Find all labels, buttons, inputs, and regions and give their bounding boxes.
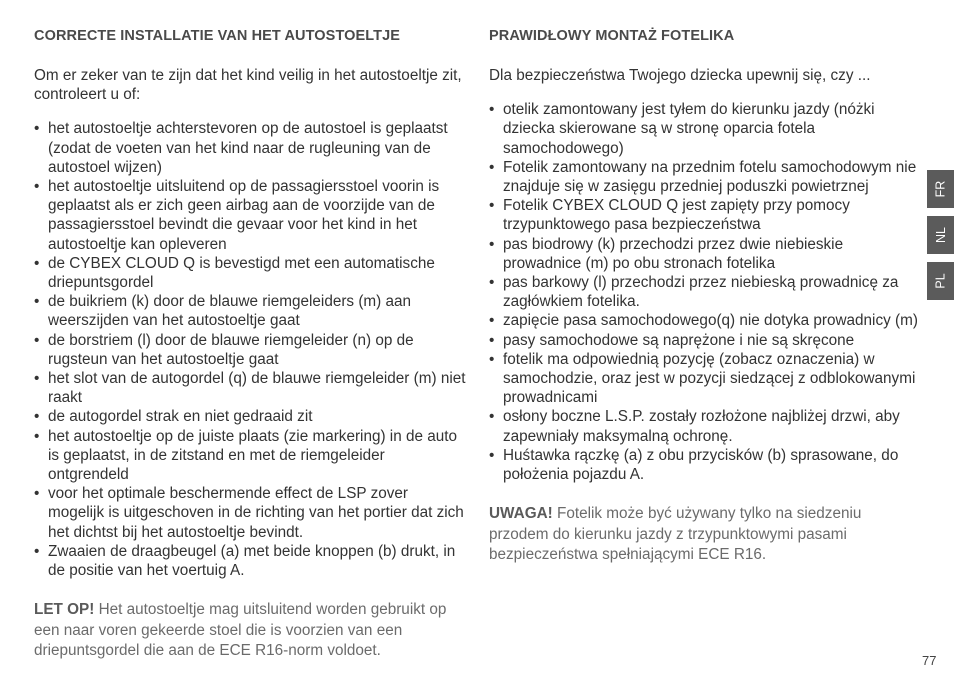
list-item: • het autostoeltje op de juiste plaats (zie markering) in de auto is geplaatst, in de zitstand en met de riemgeleider ontgrendeld xyxy=(34,427,458,484)
list-item: • otelik zamontowany jest tyłem do kierunku jazdy (nóżki dziecka skierowane są w stronę oparcia fotela samochodowego) xyxy=(489,101,875,157)
tab-pl[interactable] xyxy=(927,262,954,300)
warning-text: Het autostoeltje mag uitsluitend worden gebruikt op een naar voren gekeerde stoel die is voorzien van een driepuntsgordel die aan de ECE R16-norm voldoet. xyxy=(34,601,447,660)
list-item: • fotelik ma odpowiednią pozycję (zobacz oznaczenia) w samochodzie, oraz jest w pozycji siedzącej z odblokowanymi prowadnicami xyxy=(489,350,916,407)
dutch-intro: Om er zeker van te zijn dat het kind veilig in het autostoeltje zit, controleert u of: xyxy=(34,67,462,104)
list-item: • osłony boczne L.S.P. zostały rozłożone najbliżej drzwi, aby zapewniały maksymalną ochronę. xyxy=(489,408,900,445)
dutch-column xyxy=(34,28,466,662)
polish-intro: Dla bezpieczeństwa Twojego dziecka upewnij się, czy ... xyxy=(489,67,871,84)
tab-label: PL xyxy=(933,273,948,289)
warning-label: UWAGA! xyxy=(489,505,553,523)
bullet-icon: • xyxy=(489,350,495,368)
list-item: • het autostoeltje uitsluitend op de passagiersstoel voorin is geplaatst als er zich geen airbag aan de voorzijde van de passagiersstoel bevindt die gevaar voor het kind in het autostoeltje kan opleveren xyxy=(34,178,440,253)
tab-fr[interactable] xyxy=(927,170,954,208)
dutch-warning xyxy=(34,600,466,662)
list-item: • de CYBEX CLOUD Q is bevestigd met een automatische driepuntsgordel xyxy=(34,254,435,292)
page-number: 77 xyxy=(922,653,937,668)
bullet-icon: • xyxy=(34,485,40,503)
list-item: • het autostoeltje achterstevoren op de autostoel is geplaatst (zodat de voeten van het kind naar de rugleuning van de autostoel wijzen) xyxy=(34,120,448,176)
bullet-icon: • xyxy=(34,254,40,272)
bullet-icon: • xyxy=(489,235,495,253)
bullet-icon: • xyxy=(489,197,495,215)
list-item: • voor het optimale beschermende effect de LSP zover mogelijk is uitgeschoven in de richting van het portier dat zich het dichtst bij het autostoeltje bevindt. xyxy=(34,485,464,541)
bullet-icon: • xyxy=(489,446,495,464)
list-item: • Fotelik zamontowany na przednim fotelu samochodowym nie znajduje się w zasięgu przedniej poduszki powietrznej xyxy=(489,158,917,196)
bullet-icon: • xyxy=(489,101,495,119)
bullet-icon: • xyxy=(34,370,40,388)
polish-column xyxy=(489,28,919,566)
list-item: • de buikriem (k) door de blauwe riemgeleiders (m) aan weerszijden van het autostoeltje gaat xyxy=(34,293,412,330)
dutch-heading: CORRECTE INSTALLATIE VAN HET AUTOSTOELTJE xyxy=(34,28,401,44)
tab-nl[interactable] xyxy=(927,216,954,254)
bullet-icon: • xyxy=(489,158,495,176)
list-item: • Huśtawka rączkę (a) z obu przycisków (b) sprasowane, do położenia pojazdu A. xyxy=(489,446,899,484)
bullet-icon: • xyxy=(34,331,40,349)
bullet-icon: • xyxy=(34,293,40,311)
list-item: • pas biodrowy (k) przechodzi przez dwie niebieskie prowadnice (m) po obu stronach fotelika xyxy=(489,235,844,272)
tab-label: FR xyxy=(933,180,948,198)
polish-checklist xyxy=(489,100,919,484)
bullet-icon: • xyxy=(489,408,495,426)
warning-text: Fotelik może być używany tylko na siedzeniu przodem do kierunku jazdy z trzypunktowymi pasami bezpieczeństwa spełniającymi ECE R16. xyxy=(489,505,862,564)
bullet-icon: • xyxy=(489,312,495,330)
list-item: • de borstriem (l) door de blauwe riemgeleider (n) op de rugsteun van het autostoeltje gaat xyxy=(34,331,414,368)
list-item: • pasy samochodowe są naprężone i nie są skręcone xyxy=(489,331,855,349)
list-item: • de autogordel strak en niet gedraaid zit xyxy=(34,408,313,426)
bullet-icon: • xyxy=(34,542,40,560)
list-item: • Fotelik CYBEX CLOUD Q jest zapięty przy pomocy trzypunktowego pasa bezpieczeństwa xyxy=(489,197,850,234)
bullet-icon: • xyxy=(34,408,40,426)
dutch-checklist xyxy=(34,119,466,580)
polish-warning xyxy=(489,504,919,566)
list-item: • pas barkowy (l) przechodzi przez niebieską prowadnicę za zagłówkiem fotelika. xyxy=(489,274,899,311)
bullet-icon: • xyxy=(489,274,495,292)
polish-heading: PRAWIDŁOWY MONTAŻ FOTELIKA xyxy=(489,28,735,44)
list-item: • zapięcie pasa samochodowego(q) nie dotyka prowadnicy (m) xyxy=(489,312,918,330)
warning-label: LET OP! xyxy=(34,601,95,619)
bullet-icon: • xyxy=(489,331,495,349)
tab-label: NL xyxy=(933,227,948,243)
language-tabs xyxy=(927,170,954,308)
bullet-icon: • xyxy=(34,178,40,196)
bullet-icon: • xyxy=(34,120,40,138)
bullet-icon: • xyxy=(34,427,40,445)
list-item: • Zwaaien de draagbeugel (a) met beide knoppen (b) drukt, in de positie van het voertuig A. xyxy=(34,542,456,580)
list-item: • het slot van de autogordel (q) de blauwe riemgeleider (m) niet raakt xyxy=(34,370,466,407)
